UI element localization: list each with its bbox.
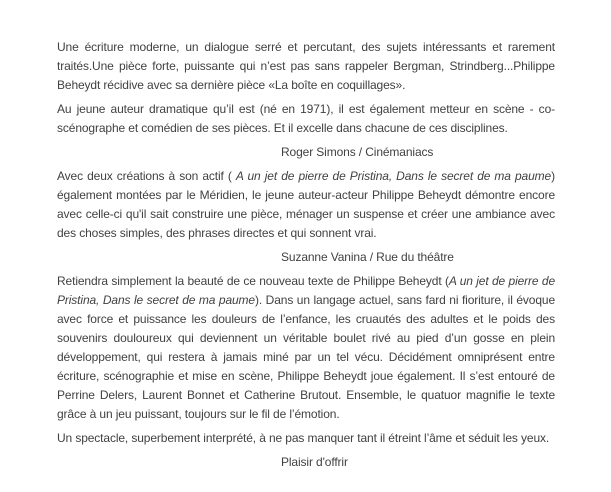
play-title-italic: A un jet de pierre de Pristina, Dans le secret de ma paume <box>57 274 556 307</box>
review-paragraph-4 <box>57 272 555 424</box>
text-run: ) également montées par le Méridien, le jeune auteur-acteur Philippe Beheydt démontre encore avec celle-ci qu'il sait construire une pièce, ménager un suspense et créer une ambiance avec des choses simples, des phrases directes et qui sonnent vrai. <box>57 169 555 240</box>
text-run: Plaisir d'offrir <box>281 455 348 469</box>
text-run: ). Dans un langage actuel, sans fard ni fioriture, il évoque avec force et puissance les douleurs de l’enfance, les cruautés des adultes et le poids des souvenirs douloureux qui deviennent un véritable boulet rivé au pied d’un gosse en plein développement, qui restera à jamais miné par un tel vécu. Décidément omniprésent entre écriture, scénographie et mise en scène, Philippe Beheydt joue également. Il s’est entouré de Perrine Delers, Laurent Bonnet et Catherine Brutout. Ensemble, le quatuor magnifie le texte grâce à un jeu puissant, toujours sur le fil de l’émotion. <box>57 293 556 421</box>
text-run: Un spectacle, superbement interprété, à ne pas manquer tant il étreint l’âme et séduit les yeux. <box>57 431 550 445</box>
text-run: Suzanne Vanina / Rue du théâtre <box>281 250 454 264</box>
text-run: Retiendra simplement la beauté de ce nouveau texte de Philippe Beheydt ( <box>57 274 449 288</box>
review-paragraph-2 <box>57 100 555 138</box>
review-paragraph-1 <box>57 38 555 95</box>
text-run: Au jeune auteur dramatique qu’il est (né en 1971), il est également metteur en scène - co-scénographe et comédien de ses pièces. Et il excelle dans chacune de ces disciplines. <box>57 102 555 135</box>
attribution-roger-simons <box>57 143 555 162</box>
review-paragraph-3 <box>57 167 555 243</box>
document-text-column <box>57 38 555 472</box>
text-run: Une écriture moderne, un dialogue serré et percutant, des sujets intéressants et rarement traités.Une pièce forte, puissante qui n’est pas sans rappeler Bergman, Strindberg...Philippe Beheydt récidive avec sa dernière pièce «La boîte en coquillages». <box>57 40 555 92</box>
attribution-suzanne-vanina <box>57 248 555 267</box>
play-title-italic: A un jet de pierre de Pristina, Dans le secret de ma paume <box>235 169 552 183</box>
review-paragraph-5 <box>57 429 555 448</box>
attribution-plaisir-doffrir <box>57 453 555 472</box>
text-run: Avec deux créations à son actif ( <box>57 169 236 183</box>
text-run: Roger Simons / Cinémaniacs <box>281 145 434 159</box>
